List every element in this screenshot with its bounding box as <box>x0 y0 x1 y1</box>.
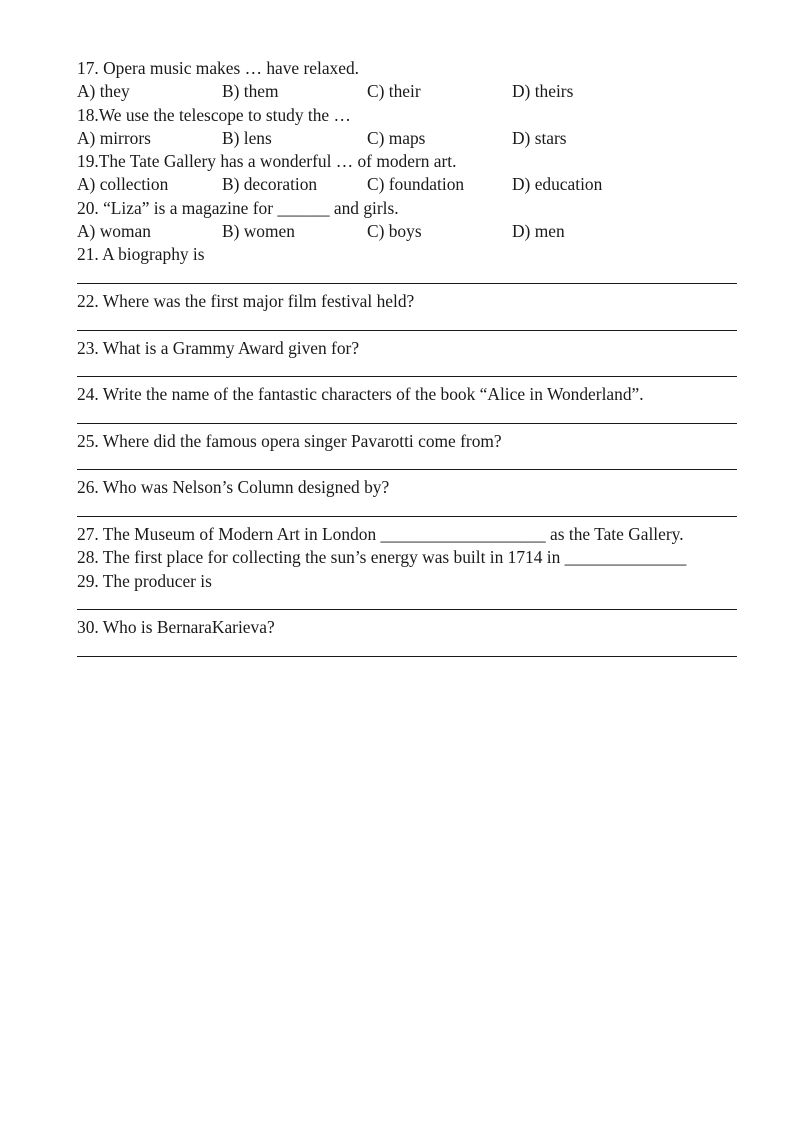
option-a: A) mirrors <box>77 127 151 148</box>
question-30: 30. Who is BernaraKarieva? <box>77 617 275 638</box>
question-29: 29. The producer is <box>77 570 212 591</box>
question-17: 17. Opera music makes … have relaxed. <box>77 58 360 78</box>
option-a: A) woman <box>77 221 151 242</box>
option-c: C) their <box>367 81 421 102</box>
answer-line-26[interactable] <box>77 500 737 523</box>
option-d: D) stars <box>512 127 567 148</box>
option-b: B) lens <box>222 127 272 148</box>
option-a: A) collection <box>77 174 169 195</box>
options-17 <box>77 80 737 103</box>
options-19 <box>77 173 737 196</box>
options-18 <box>77 127 737 150</box>
question-19: 19.The Tate Gallery has a wonderful … of modern art. <box>77 151 457 172</box>
option-b: B) them <box>222 81 279 102</box>
question-22: 22. Where was the first major film festival held? <box>77 290 415 311</box>
question-25: 25. Where did the famous opera singer Pavarotti come from? <box>77 430 502 451</box>
option-c: C) boys <box>367 221 422 242</box>
answer-line-24[interactable] <box>77 406 737 429</box>
worksheet <box>77 57 737 663</box>
question-23: 23. What is a Grammy Award given for? <box>77 337 360 358</box>
option-d: D) men <box>512 221 565 242</box>
answer-line-30[interactable] <box>77 639 737 662</box>
question-21: 21. A biography is <box>77 244 205 265</box>
answer-line-23[interactable] <box>77 360 737 383</box>
question-26: 26. Who was Nelson’s Column designed by? <box>77 477 390 498</box>
answer-line-29[interactable] <box>77 593 737 616</box>
answer-line-25[interactable] <box>77 453 737 476</box>
question-24: 24. Write the name of the fantastic characters of the book “Alice in Wonderland”. <box>77 384 644 405</box>
question-28: 28. The first place for collecting the sun’s energy was built in 1714 in ______________ <box>77 547 687 568</box>
option-c: C) foundation <box>367 174 465 195</box>
option-b: B) women <box>222 221 295 242</box>
options-20 <box>77 220 737 243</box>
option-a: A) they <box>77 81 130 102</box>
answer-line-21[interactable] <box>77 267 737 290</box>
answer-line-22[interactable] <box>77 313 737 336</box>
option-b: B) decoration <box>222 174 318 195</box>
question-27: 27. The Museum of Modern Art in London ___________________ as the Tate Gallery. <box>77 523 684 544</box>
question-20: 20. “Liza” is a magazine for ______ and girls. <box>77 197 399 218</box>
option-c: C) maps <box>367 127 426 148</box>
option-d: D) theirs <box>512 81 574 102</box>
option-d: D) education <box>512 174 603 195</box>
question-18: 18.We use the telescope to study the … <box>77 104 351 125</box>
